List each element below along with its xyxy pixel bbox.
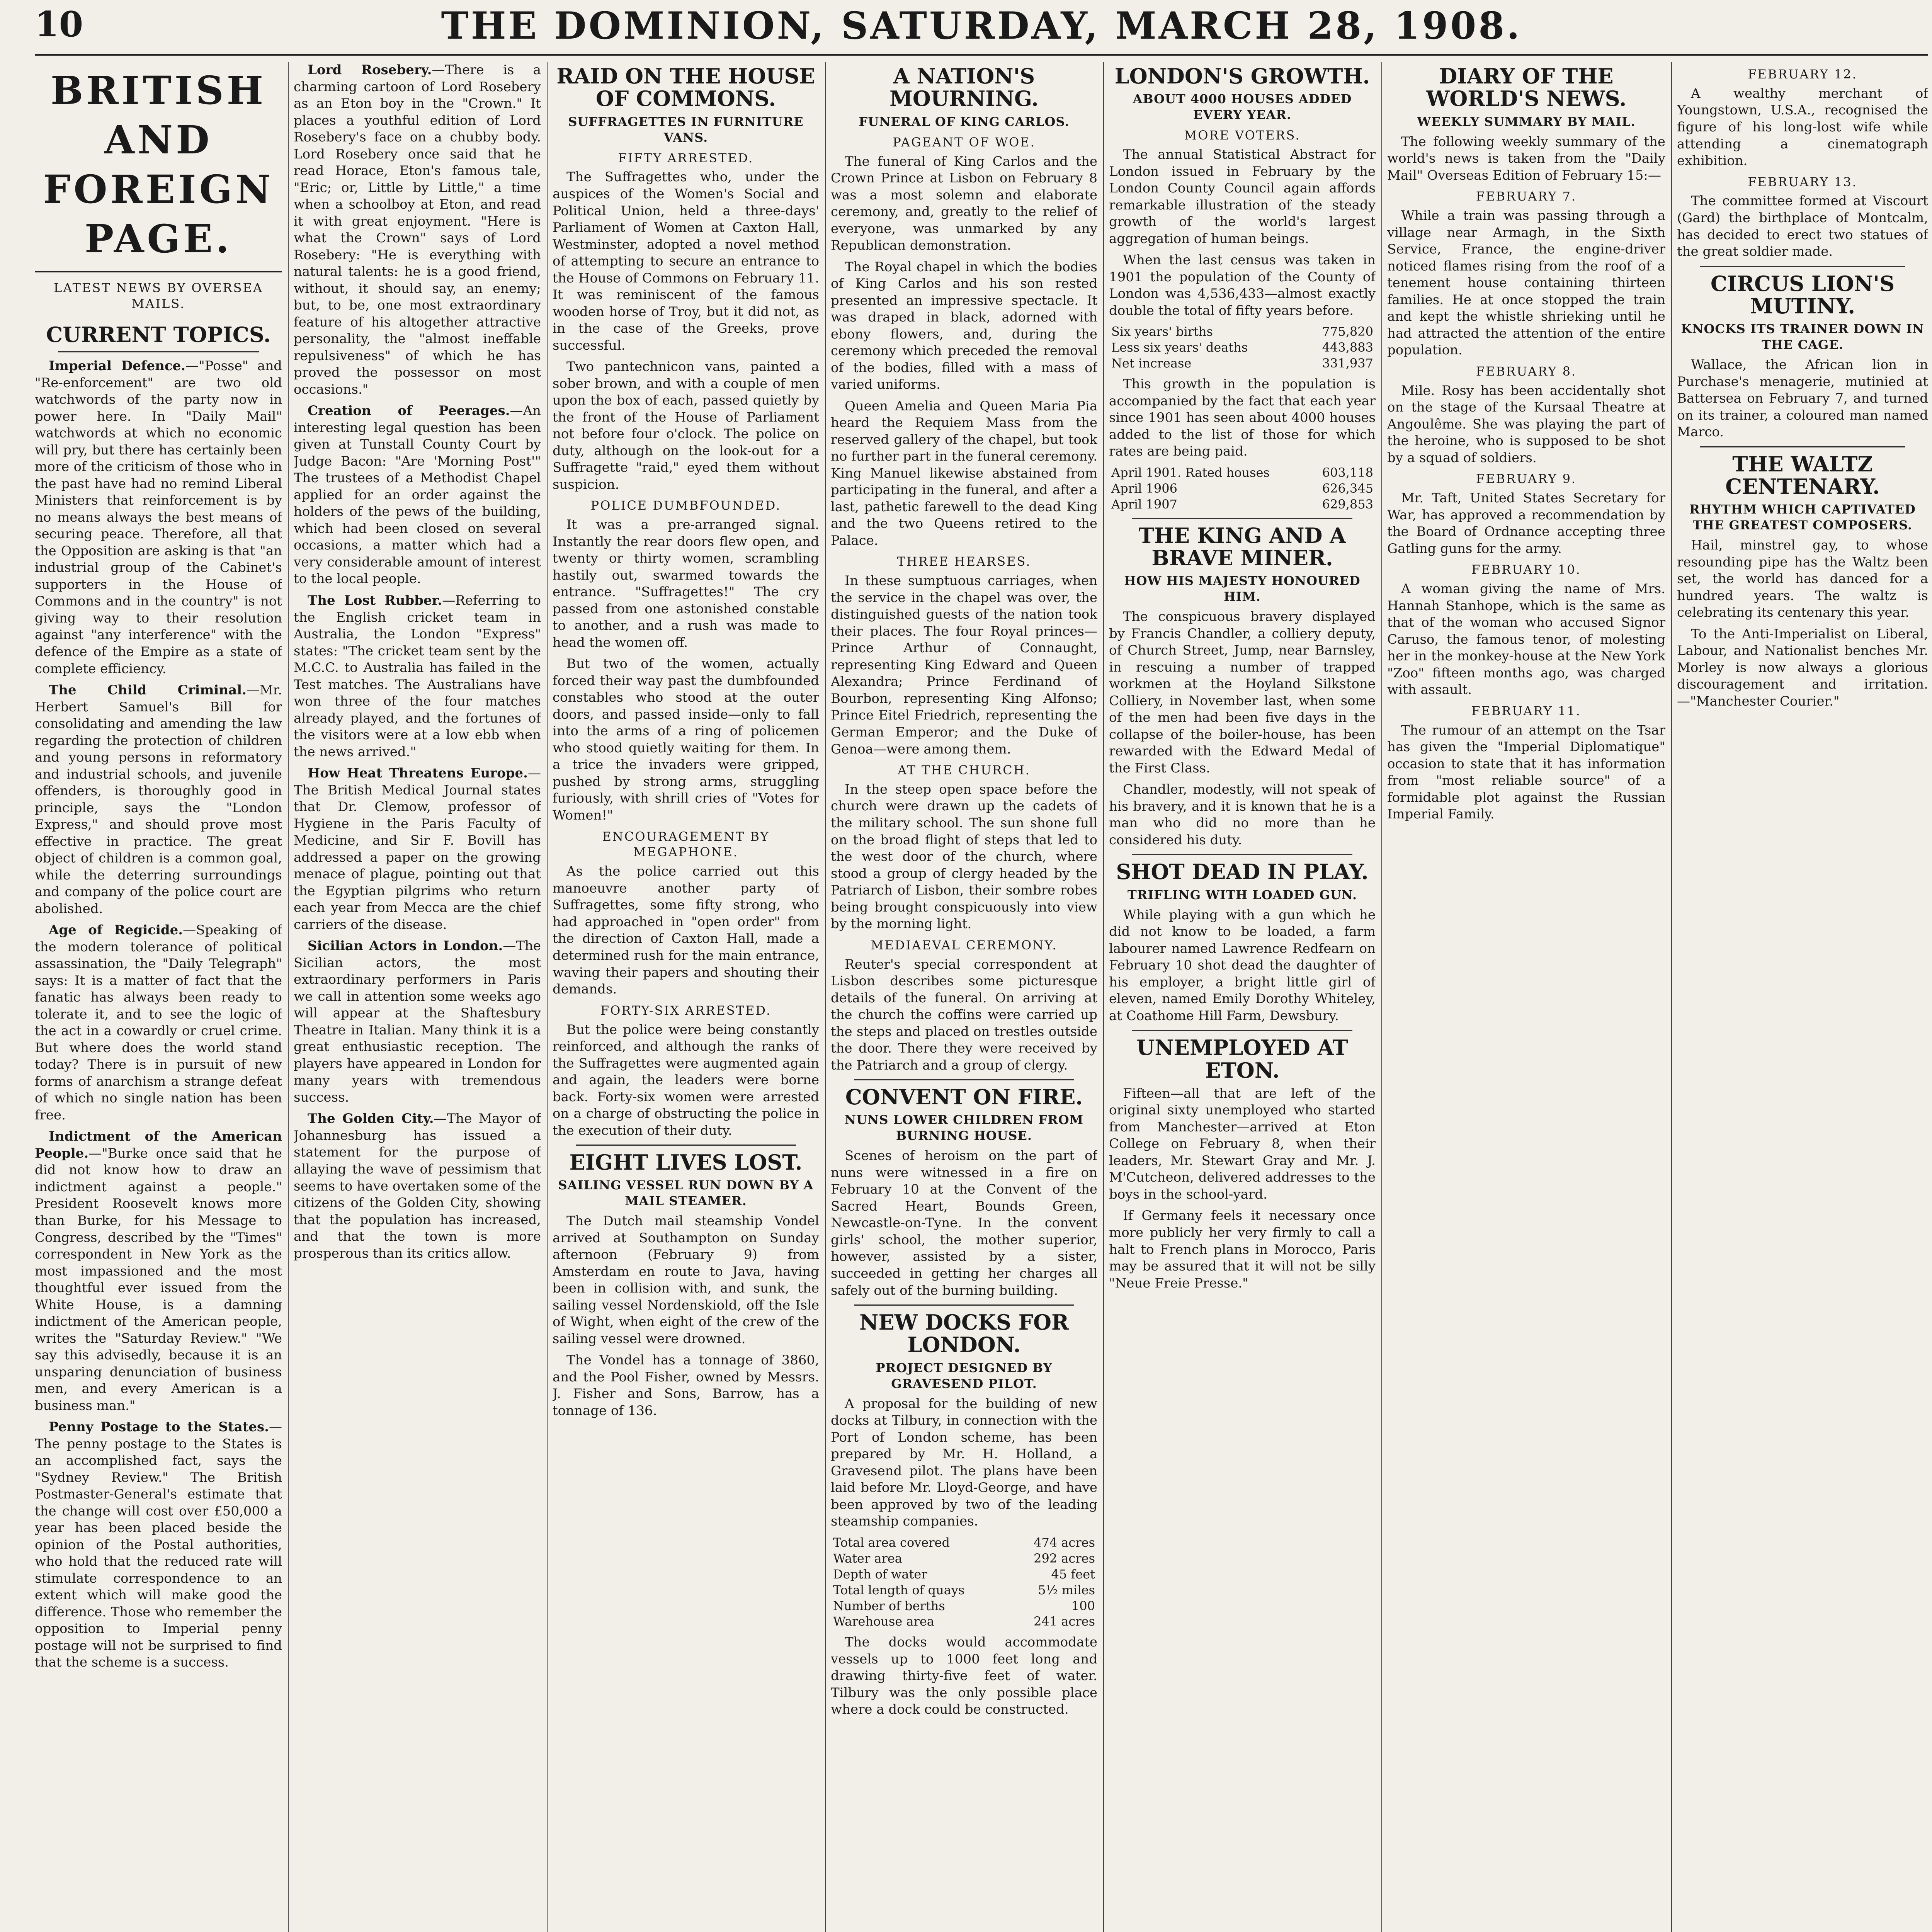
paragraph-lead: Sicilian Actors in London. bbox=[308, 938, 503, 954]
table-cell-label: Total length of quays bbox=[833, 1582, 965, 1597]
article-heading: SHOT DEAD IN PLAY. bbox=[1116, 859, 1369, 884]
article-paragraph: Two pantechnicon vans, painted a sober brown, and with a couple of men upon the box of each, passed quietly by the front of the House of Parliament not before four o'clock. The police on duty, although on the look-out for a Suffragette "raid," eyed them without suspicion. bbox=[553, 359, 819, 492]
article-subheading: AT THE CHURCH. bbox=[898, 763, 1031, 778]
article-paragraph: Reuter's special correspondent at Lisbon describes some picturesque details of the funeral. On arriving at the church the coffins were carried up the steps and placed on trestles outside the door. There they were received by the Patriarch and a group of clergy. bbox=[831, 956, 1097, 1073]
paragraph-text: —An interesting legal question has been given at Tunstall County Court by Judge Bacon: "Are 'Morning Post'" The trustees of a Methodist Chapel applied for an order against the holders of the pews of the building, which had been closed on several occasions, a matter which had a very considerable amount of interest to the local people. bbox=[294, 403, 541, 587]
table-cell-label: April 1907 bbox=[1111, 497, 1177, 512]
table-cell-label: Depth of water bbox=[833, 1566, 927, 1582]
article-paragraph: The Royal chapel in which the bodies of King Carlos and his son rested presented an impressive spectacle. It was draped in black, adorned with ebony flowers, and, during the ceremony which preceded the removal of the bodies, filled with a mass of varied uniforms. bbox=[831, 259, 1097, 393]
article-heading: RAID ON THE HOUSE OF COMMONS. bbox=[556, 64, 815, 111]
article-heading: THE WALTZ CENTENARY. bbox=[1725, 451, 1880, 499]
article-paragraph bbox=[294, 938, 541, 1106]
article-paragraph: The funeral of King Carlos and the Crown Prince at Lisbon on February 8 was a most solemn and elaborate ceremony, and, greatly to the relief of everyone, was unmarked by any Republican demonstration. bbox=[831, 153, 1097, 253]
table-cell-label: Water area bbox=[833, 1551, 902, 1566]
article-paragraph: When the last census was taken in 1901 the population of the County of London was 4,536,433—almost exactly double the total of fifty years before. bbox=[1109, 252, 1376, 318]
table-cell-value: 775,820 bbox=[1322, 324, 1373, 339]
article-paragraph bbox=[35, 358, 282, 677]
masthead-rule bbox=[35, 54, 1928, 56]
table-row bbox=[1109, 355, 1376, 371]
article-paragraph: In these sumptuous carriages, when the service in the chapel was over, the distinguished guests of the nation took their places. The four Royal princes—Prince Arthur of Connaught, representing King Edward and Queen Alexandra; Prince Ferdinand of Bourbon, representing King Alfonso; Prince Eitel Friedrich, representing the German Emperor; and the Duke of Genoa—were among them. bbox=[831, 573, 1097, 757]
article-subheading: KNOCKS ITS TRAINER DOWN IN THE CAGE. bbox=[1681, 321, 1924, 352]
article-paragraph bbox=[35, 922, 282, 1124]
article-subheading: FORTY-SIX ARRESTED. bbox=[600, 1003, 772, 1018]
column-rule bbox=[1103, 62, 1104, 1932]
article-paragraph bbox=[294, 1111, 541, 1262]
article-subheading: MORE VOTERS. bbox=[1184, 128, 1301, 143]
article-paragraph: Hail, minstrel gay, to whose resounding pipe has the Waltz been set, the world has danced for a hundred years. The waltz is celebrating its centenary this year. bbox=[1677, 537, 1928, 621]
article-paragraph bbox=[35, 1128, 282, 1414]
section-banner: BRITISH AND FOREIGN PAGE. bbox=[35, 62, 282, 272]
table-cell-value: 603,118 bbox=[1322, 465, 1373, 480]
date-heading: FEBRUARY 7. bbox=[1476, 189, 1577, 204]
article-subheading: MEDIAEVAL CEREMONY. bbox=[871, 937, 1058, 952]
table-cell-value: 331,937 bbox=[1322, 356, 1373, 371]
column-rule bbox=[1671, 62, 1672, 1932]
paragraph-text: —"Burke once said that he did not know how to draw an indictment against a people." President Roosevelt knows more than Burke, for his Message to Congress, described by the "Times" correspondent in New York as the most impassioned and the most thoughtful ever issued from the White House, is a damning indictment of the American people, writes the "Saturday Review." "We say this advisedly, because it is an unsparing denunciation of business men, and every American is a business man." bbox=[35, 1145, 282, 1413]
article-paragraph: But two of the women, actually forced their way past the dumbfounded constables who stood at the outer doors, and passed inside—only to fall into the arms of a ring of policemen who stood quietly waiting for them. In a trice the invaders were gripped, pushed by strong arms, struggling furiously, with shrill cries of "Votes for Women!" bbox=[553, 656, 819, 823]
column-rule bbox=[288, 62, 289, 1932]
article-heading: THE KING AND A BRAVE MINER. bbox=[1138, 523, 1346, 570]
date-heading: FEBRUARY 8. bbox=[1476, 364, 1577, 379]
article-paragraph bbox=[35, 682, 282, 917]
divider bbox=[854, 1079, 1074, 1080]
article-paragraph: The Dutch mail steamship Vondel arrived at Southampton on Sunday afternoon (February 9) from Amsterdam en route to Java, having been in collision with, and sunk, the sailing vessel Nordenskiold, off the Isle of Wight, when eight of the crew of the sailing vessel were drowned. bbox=[553, 1213, 819, 1347]
divider bbox=[854, 1304, 1074, 1306]
article-heading: CIRCUS LION'S MUTINY. bbox=[1710, 271, 1895, 318]
article-paragraph bbox=[35, 1419, 282, 1671]
column-5 bbox=[1109, 62, 1376, 1932]
article-heading: A NATION'S MOURNING. bbox=[889, 64, 1039, 111]
article-paragraph: As the police carried out this manoeuvre another party of Suffragettes, some fifty strong, who had approached in "open order" from the direction of Caxton Hall, made a determined rush for the main entrance, waving their papers and shouting their demands. bbox=[553, 864, 819, 997]
article-subheading: PROJECT DESIGNED BY GRAVESEND PILOT. bbox=[876, 1360, 1053, 1391]
article-paragraph: Chandler, modestly, will not speak of his bravery, and it is known that he is a man who did no more than he considered his duty. bbox=[1109, 782, 1376, 848]
date-heading: FEBRUARY 11. bbox=[1471, 703, 1581, 718]
paragraph-text: —The British Medical Journal states that Dr. Clemow, professor of Hygiene in the Paris Faculty of Medicine, and Sir F. Bovill has addressed a paper on the growing menace of plague, pointing out that the Egyptian pilgrims who return each year from Mecca are the chief carriers of the disease. bbox=[294, 765, 541, 932]
article-paragraph: A wealthy merchant of Youngstown, U.S.A., recognised the figure of his long-lost wife while attending a cinematograph exhibition. bbox=[1677, 85, 1928, 169]
article-subheading: TRIFLING WITH LOADED GUN. bbox=[1127, 887, 1357, 902]
table-cell-label: Six years' births bbox=[1111, 324, 1213, 339]
section-subbanner: LATEST NEWS BY OVERSEA MAILS. bbox=[54, 281, 263, 311]
article-subheading: SAILING VESSEL RUN DOWN BY A MAIL STEAMER. bbox=[558, 1178, 814, 1209]
column-1 bbox=[35, 62, 282, 1932]
article-subheading: PAGEANT OF WOE. bbox=[893, 134, 1036, 150]
article-paragraph: If Germany feels it necessary once more publicly her very firmly to call a halt to French plans in Morocco, Paris may be assured that it will not be silly "Neue Freie Presse." bbox=[1109, 1208, 1376, 1291]
table-row bbox=[831, 1598, 1097, 1614]
table-cell-value: 45 feet bbox=[1051, 1566, 1095, 1582]
article-paragraph: The Vondel has a tonnage of 3860, and the Pool Fisher, owned by Messrs. J. Fisher and Sons, Barrow, has a tonnage of 136. bbox=[553, 1352, 819, 1418]
paragraph-text: —The penny postage to the States is an accomplished fact, says the "Sydney Review." The British Postmaster-General's estimate that the change will cost over £50,000 a year has been placed beside the opinion of the Postal authorities, who hold that the reduced rate will stimulate correspondence to an extent which will make good the difference. Those who remember the opposition to Imperial penny postage will not be surprised to find that the scheme is a success. bbox=[35, 1419, 282, 1670]
article-subheading: NUNS LOWER CHILDREN FROM BURNING HOUSE. bbox=[845, 1112, 1083, 1143]
article-subheading: SUFFRAGETTES IN FURNITURE VANS. bbox=[568, 114, 804, 145]
article-paragraph: The rumour of an attempt on the Tsar has given the "Imperial Diplomatique" occasion to state that it has information from "most reliable source" of a formidable plot against the Russian Imperial Family. bbox=[1387, 722, 1665, 822]
table-cell-value: 5½ miles bbox=[1038, 1582, 1095, 1597]
article-subheading: ABOUT 4000 HOUSES ADDED EVERY YEAR. bbox=[1133, 92, 1352, 122]
paragraph-text: —Mr. Herbert Samuel's Bill for consolidating and amending the law regarding the protection of children and young persons in reformatory and industrial schools, and juvenile offenders, is thoroughly good in principle, says the "London Express," and should prove most effective in practice. The great object of children is a common goal, while the deterring surroundings and company of the police court are abolished. bbox=[35, 682, 282, 917]
table-cell-value: 100 bbox=[1071, 1598, 1095, 1613]
paragraph-text: —The Sicilian actors, the most extraordinary performers in Paris we call in attention some weeks ago will appear at the Shaftesbury Theatre in Italian. Many think it is a great enthusiastic reception. The players have appeared in London for many years with tremendous success. bbox=[294, 938, 541, 1105]
article-subheading: HOW HIS MAJESTY HONOURED HIM. bbox=[1124, 573, 1361, 604]
divider bbox=[576, 1145, 796, 1146]
paragraph-text: —The Mayor of Johannesburg has issued a statement for the purpose of allaying the wave of pessimism that seems to have overtaken some of the citizens of the Golden City, showing that the population has increased, and that the town is more prosperous than its critics allow. bbox=[294, 1111, 541, 1261]
article-paragraph: The docks would accommodate vessels up to 1000 feet long and drawing thirty-five feet of water. Tilbury was the only possible place where a dock could be constructed. bbox=[831, 1634, 1097, 1718]
table-row bbox=[831, 1535, 1097, 1551]
article-heading: LONDON'S GROWTH. bbox=[1114, 64, 1370, 88]
date-heading: FEBRUARY 12. bbox=[1748, 67, 1857, 82]
divider bbox=[1700, 446, 1905, 447]
paragraph-lead: The Child Criminal. bbox=[49, 682, 247, 698]
table-row bbox=[1109, 465, 1376, 481]
divider bbox=[1700, 266, 1905, 267]
table-row bbox=[831, 1551, 1097, 1566]
divider bbox=[1132, 1030, 1352, 1031]
table-cell-value: 292 acres bbox=[1034, 1551, 1095, 1566]
article-paragraph: A proposal for the building of new docks at Tilbury, in connection with the Port of London scheme, has been prepared by Mr. H. Holland, a Gravesend pilot. The plans have been laid before Mr. Lloyd-George, and have been approved by two of the leading steamship companies. bbox=[831, 1396, 1097, 1529]
article-paragraph: A woman giving the name of Mrs. Hannah Stanhope, which is the same as that of the woman who accused Signor Caruso, the famous tenor, of molesting her in the monkey-house at the New York "Zoo" fifteen months ago, was charged with assault. bbox=[1387, 581, 1665, 698]
paragraph-lead: How Heat Threatens Europe. bbox=[308, 765, 528, 781]
table-cell-label: Total area covered bbox=[833, 1535, 950, 1550]
date-heading: FEBRUARY 10. bbox=[1471, 562, 1581, 577]
divider bbox=[58, 351, 259, 352]
article-heading: NEW DOCKS FOR LONDON. bbox=[859, 1310, 1069, 1357]
article-paragraph bbox=[294, 403, 541, 588]
paragraph-lead: Lord Rosebery. bbox=[308, 62, 432, 78]
paragraph-text: —"Posse" and "Re-enforcement" are two old watchwords of the party now in power here. In "Daily Mail" watchwords at which no economic will pry, but there has certainly been more of the criticism of those who in the past have had no remind Liberal Ministers that reinforcement is by no means always the best means of securing peace. Therefore, all that the Opposition are asking is that "an industrial group of the Cabinet's supporters in the House of Commons and in the country" is not giving way to their resolution against "any interference" with the defence of the Empire as a state of complete efficiency. bbox=[35, 358, 282, 677]
article-paragraph: Mile. Rosy has been accidentally shot on the stage of the Kursaal Theatre at Angoulême. She was playing the part of the heroine, who is supposed to be shot by a squad of soldiers. bbox=[1387, 383, 1665, 466]
table-cell-label: Less six years' deaths bbox=[1111, 340, 1248, 355]
article-heading: CONVENT ON FIRE. bbox=[845, 1085, 1083, 1110]
paragraph-lead: The Golden City. bbox=[308, 1111, 434, 1127]
article-paragraph: Wallace, the African lion in Purchase's menagerie, mutinied at Battersea on February 7, and turned on its trainer, a coloured man named Marco. bbox=[1677, 357, 1928, 440]
column-rule bbox=[1381, 62, 1382, 1932]
article-paragraph: It was a pre-arranged signal. Instantly the rear doors flew open, and twenty or thirty women, scrambling hastily out, swarmed towards the entrance. "Suffragettes!" The cry passed from one astonished constable to another, and a rush was made to head the women off. bbox=[553, 517, 819, 650]
table-cell-label: April 1906 bbox=[1111, 481, 1177, 496]
masthead bbox=[35, 4, 1928, 54]
table-row bbox=[1109, 497, 1376, 512]
article-subheading: FUNERAL OF KING CARLOS. bbox=[859, 114, 1070, 129]
date-heading: FEBRUARY 13. bbox=[1748, 174, 1857, 189]
article-paragraph bbox=[294, 765, 541, 933]
table-row bbox=[1109, 481, 1376, 497]
paragraph-lead: Creation of Peerages. bbox=[308, 403, 510, 419]
article-paragraph: Mr. Taft, United States Secretary for War, has approved a recommendation by the Board of Ordnance accepting three Gatling guns for the army. bbox=[1387, 490, 1665, 556]
houses-table bbox=[1109, 465, 1376, 512]
column-2 bbox=[294, 62, 541, 1932]
column-6 bbox=[1387, 62, 1665, 1932]
article-paragraph: The conspicuous bravery displayed by Francis Chandler, a colliery deputy, of Church Street, Jump, near Barnsley, in rescuing a number of trapped workmen at the Hoyland Silkstone Colliery, in November last, when some of the men had been five days in the collapse of the boiler-house, has been rewarded with the Edward Medal of the First Class. bbox=[1109, 609, 1376, 776]
table-cell-value: 629,853 bbox=[1322, 497, 1373, 512]
divider bbox=[1132, 518, 1352, 519]
table-cell-value: 241 acres bbox=[1034, 1614, 1095, 1629]
article-paragraph: In the steep open space before the church were drawn up the cadets of the military school. The sun shone full on the broad flight of steps that led to the west door of the church, where stood a group of clergy headed by the Patriarch of Lisbon, their sombre robes being brought conspicuously into view by the morning light. bbox=[831, 781, 1097, 932]
article-subheading: FIFTY ARRESTED. bbox=[618, 150, 754, 165]
article-subheading: WEEKLY SUMMARY BY MAIL. bbox=[1417, 114, 1636, 129]
paragraph-lead: Age of Regicide. bbox=[49, 922, 183, 938]
article-subheading: POLICE DUMBFOUNDED. bbox=[590, 498, 781, 513]
divider bbox=[1132, 854, 1352, 855]
paragraph-text: —There is a charming cartoon of Lord Rosebery as an Eton boy in the "Crown." It places a youthful edition of Lord Rosebery's face on a chubby body. Lord Rosebery once said that he read Horace, Eton's famous tale, "Eric; or, Little by Little," a time when a schoolboy at Eton, and read it with great enjoyment. "Here is what the Crown" says of Lord Rosebery: "He is everything with natural talents: he is a good friend, without, it should say, an enemy; but, to be, one most extraordinary feature of his altogether attractive personality, the "almost ineffable repulsiveness" of which he has proved the possessor on most occasions." bbox=[294, 62, 541, 397]
table-row bbox=[1109, 324, 1376, 340]
article-paragraph: While playing with a gun which he did not know to be loaded, a farm labourer named Lawrence Redfearn on February 10 shot dead the daughter of his employer, a bright little girl of eleven, named Emily Dorothy Whiteley, at Coathome Hill Farm, Dewsbury. bbox=[1109, 907, 1376, 1024]
column-7 bbox=[1677, 62, 1928, 1932]
table-row bbox=[831, 1614, 1097, 1629]
table-cell-value: 443,883 bbox=[1322, 340, 1373, 355]
article-paragraph: But the police were being constantly reinforced, and although the ranks of the Suffragettes were augmented again and again, the leaders were borne back. Forty-six women were arrested on a charge of obstructing the police in the execution of their duty. bbox=[553, 1022, 819, 1138]
article-paragraph: Queen Amelia and Queen Maria Pia heard the Requiem Mass from the reserved gallery of the chapel, but took no further part in the funeral ceremony. King Manuel likewise abstained from participating in the funeral, and after a last, pathetic farewell to the dead King and the two Queens retired to the Palace. bbox=[831, 398, 1097, 548]
article-paragraph bbox=[294, 592, 541, 760]
paragraph-lead: Indictment of the American People. bbox=[35, 1129, 282, 1161]
article-paragraph: To the Anti-Imperialist on Liberal, Labour, and Nationalist benches Mr. Morley is now always a glorious discouragement and irritation.—"Manchester Courier." bbox=[1677, 626, 1928, 709]
paragraph-text: —Referring to the English cricket team in Australia, the London "Express" states: "The cricket team sent by the M.C.C. to Australia has failed in the Test matches. The Australians have won three of the four matches already played, and the fortunes of the visitors were at a low ebb when the news arrived." bbox=[294, 592, 541, 760]
article-subheading: RHYTHM WHICH CAPTIVATED THE GREATEST COMPOSERS. bbox=[1689, 502, 1916, 533]
article-heading: CURRENT TOPICS. bbox=[46, 322, 271, 347]
table-cell-label: Number of berths bbox=[833, 1598, 945, 1613]
table-cell-label: Net increase bbox=[1111, 356, 1192, 371]
table-cell-value: 474 acres bbox=[1034, 1535, 1095, 1550]
table-cell-value: 626,345 bbox=[1322, 481, 1373, 496]
column-4 bbox=[831, 62, 1097, 1932]
table-row bbox=[831, 1566, 1097, 1582]
column-3 bbox=[553, 62, 819, 1932]
article-paragraph: Fifteen—all that are left of the original sixty unemployed who started from Manchester—arrived at Eton College on February 8, when their leaders, Mr. Stewart Gray and Mr. J. M'Cutcheon, delivered addresses to the boys in the school-yard. bbox=[1109, 1085, 1376, 1202]
article-paragraph: The following weekly summary of the world's news is taken from the "Daily Mail" Overseas Edition of February 15:— bbox=[1387, 134, 1665, 183]
paragraph-lead: Penny Postage to the States. bbox=[49, 1419, 269, 1435]
article-heading: EIGHT LIVES LOST. bbox=[569, 1150, 803, 1175]
table-cell-label: Warehouse area bbox=[833, 1614, 934, 1629]
article-paragraph: The Suffragettes who, under the auspices of the Women's Social and Political Union, held a three-days' Parliament of Women at Caxton Hall, Westminster, adopted a novel method of attempting to secure an entrance to the House of Commons on February 11. It was reminiscent of the famous wooden horse of Troy, but it did not, as in the case of the Greeks, prove successful. bbox=[553, 169, 819, 353]
article-paragraph: While a train was passing through a village near Armagh, in the Sixth Service, France, the engine-driver noticed flames rising from the roof of a tenement house containing thirteen families. He at once stopped the train and kept the whistle shrieking until he had attracted the attention of the entire population. bbox=[1387, 208, 1665, 358]
births-table bbox=[1109, 324, 1376, 371]
article-paragraph: Scenes of heroism on the part of nuns were witnessed in a fire on February 10 at the Convent of the Sacred Heart, Bounds Green, Newcastle-on-Tyne. In the convent girls' school, the mother superior, however, assisted by a sister, succeeded in getting her charges all safely out of the burning building. bbox=[831, 1148, 1097, 1298]
article-heading: UNEMPLOYED AT ETON. bbox=[1136, 1035, 1348, 1083]
article-paragraph: The annual Statistical Abstract for London issued in February by the London County Council again affords remarkable illustration of the steady growth of the world's largest aggregation of human beings. bbox=[1109, 147, 1376, 247]
column-rule bbox=[547, 62, 548, 1932]
article-paragraph: The committee formed at Viscourt (Gard) the birthplace of Montcalm, has decided to erect two statues of the great soldier made. bbox=[1677, 193, 1928, 260]
article-subheading: ENCOURAGEMENT BY MEGAPHONE. bbox=[602, 829, 770, 860]
paragraph-lead: Imperial Defence. bbox=[49, 358, 186, 374]
table-row bbox=[831, 1582, 1097, 1598]
column-rule bbox=[825, 62, 826, 1932]
page-number: 10 bbox=[35, 4, 83, 45]
docks-stats-table bbox=[831, 1535, 1097, 1630]
paragraph-lead: The Lost Rubber. bbox=[308, 592, 442, 608]
article-heading: DIARY OF THE WORLD'S NEWS. bbox=[1426, 64, 1627, 111]
table-cell-label: April 1901. Rated houses bbox=[1111, 465, 1270, 480]
newspaper-title: THE DOMINION, SATURDAY, MARCH 28, 1908. bbox=[441, 4, 1522, 48]
paragraph-text: —Speaking of the modern tolerance of political assassination, the "Daily Telegraph" says: It is a matter of fact that the fanatic has always been ready to tolerate it, and to see the logic of the act in a cowardly or cruel crime. But where does the world stand today? There is in pursuit of new forms of anarchism a strange defeat of which no single nation has been free. bbox=[35, 922, 282, 1123]
article-subheading: THREE HEARSES. bbox=[897, 554, 1031, 569]
date-heading: FEBRUARY 9. bbox=[1476, 471, 1577, 486]
table-row bbox=[1109, 340, 1376, 355]
article-paragraph: This growth in the population is accompanied by the fact that each year since 1901 has seen about 4000 houses added to the list of those for which rates are being paid. bbox=[1109, 376, 1376, 459]
article-paragraph bbox=[294, 62, 541, 398]
